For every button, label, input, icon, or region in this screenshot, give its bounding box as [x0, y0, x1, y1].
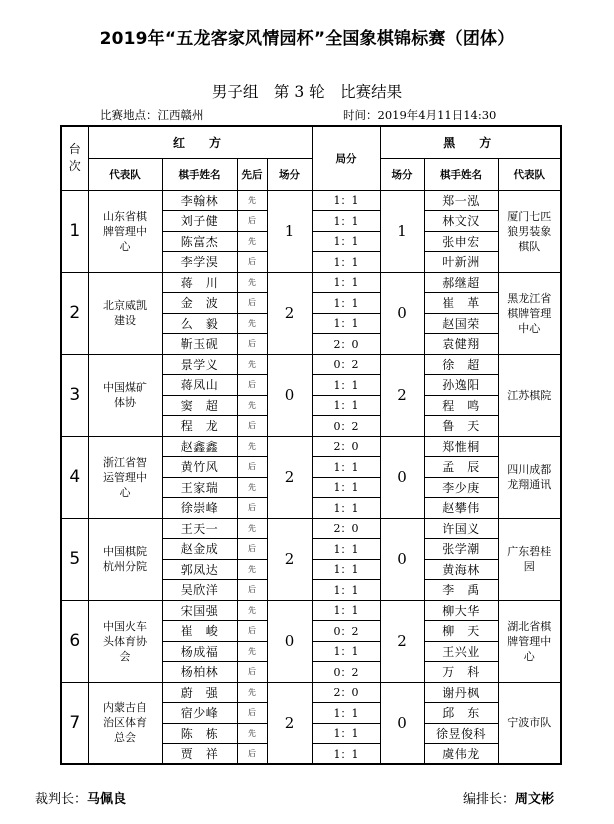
referee-name: 马佩良 [87, 792, 127, 807]
red-team-name-line: 总会 [114, 731, 136, 745]
black-player-name: 袁健翔 [424, 334, 498, 355]
board-score: 1：1 [312, 703, 380, 724]
red-player-name: 李翰林 [162, 190, 237, 211]
first-move-mark: 后 [237, 621, 267, 642]
red-team-name-line: 建设 [114, 314, 136, 327]
table-row [61, 436, 561, 457]
red-player-name: 么 毅 [162, 313, 237, 334]
black-team-name-line: 厦门七匹 [507, 209, 552, 223]
red-points-header: 场分 [267, 158, 312, 190]
first-move-mark: 先 [237, 723, 267, 744]
red-team-name-line: 心 [119, 485, 131, 499]
black-team-name-line: 园 [523, 560, 535, 573]
board-score: 1：1 [312, 498, 380, 519]
first-move-mark: 后 [237, 457, 267, 478]
venue-label: 比赛地点：江西赣州 [100, 108, 204, 122]
black-team-name-line: 棋队 [518, 239, 541, 253]
black-player-name: 柳 天 [424, 621, 498, 642]
first-move-mark: 先 [237, 641, 267, 662]
black-player-header: 棋手姓名 [424, 158, 498, 190]
red-player-name: 杨成福 [162, 641, 237, 662]
board-score: 2：0 [312, 518, 380, 539]
first-move-mark: 先 [237, 477, 267, 498]
board-score: 1：1 [312, 539, 380, 560]
rank-header [61, 126, 88, 190]
black-team-name-line: 广东碧桂 [507, 545, 552, 558]
red-player-name: 贾 祥 [162, 744, 237, 765]
black-team-name-line: 狼男装象 [507, 224, 552, 238]
red-player-name: 窦 超 [162, 395, 237, 416]
red-team-name-line: 中国火车 [103, 619, 147, 633]
first-move-mark: 后 [237, 293, 267, 314]
board-score: 1：1 [312, 211, 380, 232]
black-team-name [498, 682, 561, 764]
black-team-name-line: 黑龙江省 [507, 291, 552, 305]
red-team-name-line: 山东省棋 [103, 209, 147, 223]
black-player-name: 虞伟龙 [424, 744, 498, 765]
red-team-name-line: 心 [119, 239, 131, 253]
board-score: 0：2 [312, 354, 380, 375]
red-player-name: 王天一 [162, 518, 237, 539]
red-player-name: 赵鑫鑫 [162, 436, 237, 457]
red-player-name: 杨柏林 [162, 662, 237, 683]
black-player-name: 叶新洲 [424, 252, 498, 273]
arranger-name: 周文彬 [515, 792, 555, 807]
red-team-name-line: 内蒙古自 [103, 701, 147, 715]
black-player-name: 赵攀伟 [424, 498, 498, 519]
black-team-name [498, 354, 561, 436]
black-player-name: 李 禹 [424, 580, 498, 601]
red-player-name: 陈 栋 [162, 723, 237, 744]
red-team-name-line: 杭州分院 [103, 560, 147, 573]
red-team-points: 1 [267, 190, 312, 272]
black-team-name-line: 宁波市队 [507, 716, 552, 730]
red-player-name: 黄竹风 [162, 457, 237, 478]
red-team-name-line: 会 [119, 649, 131, 663]
black-points-header: 场分 [380, 158, 424, 190]
black-player-name: 张学潮 [424, 539, 498, 560]
first-move-mark: 先 [237, 354, 267, 375]
table-row [61, 518, 561, 539]
first-move-mark: 先 [237, 313, 267, 334]
red-team-header: 代表队 [88, 158, 162, 190]
board-score: 0：2 [312, 662, 380, 683]
red-team-points: 2 [267, 436, 312, 518]
red-player-name: 程 龙 [162, 416, 237, 437]
board-score-header: 局分 [312, 126, 380, 190]
table-row [61, 354, 561, 375]
first-move-header: 先后 [237, 158, 267, 190]
first-move-mark: 后 [237, 744, 267, 765]
red-player-name: 景学义 [162, 354, 237, 375]
black-player-name: 程 鸣 [424, 395, 498, 416]
board-score: 1：1 [312, 641, 380, 662]
first-move-mark: 后 [237, 334, 267, 355]
red-player-name: 宋国强 [162, 600, 237, 621]
first-move-mark: 后 [237, 539, 267, 560]
first-move-mark: 先 [237, 272, 267, 293]
arranger-label: 编排长： [463, 792, 516, 807]
board-score: 0：2 [312, 416, 380, 437]
black-team-name-line: 湖北省棋 [507, 619, 552, 633]
results-body [61, 190, 561, 764]
board-score: 2：0 [312, 436, 380, 457]
black-player-name: 鲁 天 [424, 416, 498, 437]
red-team-name [88, 272, 162, 354]
red-player-name: 靳玉砚 [162, 334, 237, 355]
first-move-mark: 后 [237, 498, 267, 519]
red-team-points: 0 [267, 600, 312, 682]
black-team-header: 代表队 [498, 158, 561, 190]
page-subtitle: 男子组 第 3 轮 比赛结果 [211, 83, 403, 101]
match-rank: 2 [61, 272, 88, 354]
red-team-name-line: 运管理中 [103, 470, 147, 484]
first-move-mark: 先 [237, 436, 267, 457]
black-team-points: 0 [380, 682, 424, 764]
first-move-mark: 后 [237, 703, 267, 724]
black-player-name: 万 科 [424, 662, 498, 683]
black-player-name: 黄海林 [424, 559, 498, 580]
red-player-name: 郭凤达 [162, 559, 237, 580]
red-player-header: 棋手姓名 [162, 158, 237, 190]
red-player-name: 蒋凤山 [162, 375, 237, 396]
red-team-name-line: 头体育协 [103, 634, 147, 648]
red-side-header: 红 方 [88, 126, 312, 158]
match-rank: 5 [61, 518, 88, 600]
board-score: 1：1 [312, 744, 380, 765]
black-player-name: 许国义 [424, 518, 498, 539]
table-row [61, 600, 561, 621]
red-team-points: 2 [267, 682, 312, 764]
match-rank: 1 [61, 190, 88, 272]
black-team-name [498, 600, 561, 682]
board-score: 1：1 [312, 190, 380, 211]
board-score: 1：1 [312, 477, 380, 498]
first-move-mark: 后 [237, 252, 267, 273]
black-team-points: 0 [380, 436, 424, 518]
first-move-mark: 先 [237, 190, 267, 211]
black-team-name-line: 中心 [518, 321, 541, 335]
black-team-name-line: 龙翔通讯 [507, 478, 552, 491]
black-team-name-line: 心 [523, 649, 535, 663]
board-score: 1：1 [312, 580, 380, 601]
red-player-name: 李学淏 [162, 252, 237, 273]
first-move-mark: 后 [237, 375, 267, 396]
red-team-name [88, 600, 162, 682]
match-rank: 4 [61, 436, 88, 518]
red-player-name: 崔 峻 [162, 621, 237, 642]
board-score: 1：1 [312, 252, 380, 273]
black-player-name: 赵国荣 [424, 313, 498, 334]
time-label: 时间：2019年4月11日14:30 [343, 108, 497, 122]
board-score: 1：1 [312, 723, 380, 744]
red-team-name-line: 中国煤矿 [103, 381, 147, 394]
black-player-name: 孟 辰 [424, 457, 498, 478]
table-row [61, 272, 561, 293]
board-score: 2：0 [312, 682, 380, 703]
red-player-name: 刘子健 [162, 211, 237, 232]
referee-label: 裁判长： [35, 792, 88, 807]
first-move-mark: 后 [237, 580, 267, 601]
match-rank: 6 [61, 600, 88, 682]
black-side-header: 黑 方 [380, 126, 561, 158]
red-player-name: 赵金成 [162, 539, 237, 560]
black-team-points: 2 [380, 600, 424, 682]
black-team-points: 0 [380, 518, 424, 600]
black-player-name: 王兴业 [424, 641, 498, 662]
black-player-name: 郑一泓 [424, 190, 498, 211]
red-team-name-line: 中国棋院 [103, 545, 147, 558]
black-player-name: 孙逸阳 [424, 375, 498, 396]
first-move-mark: 先 [237, 682, 267, 703]
black-team-name-line: 江苏棋院 [507, 388, 552, 402]
board-score: 1：1 [312, 293, 380, 314]
first-move-mark: 先 [237, 518, 267, 539]
first-move-mark: 后 [237, 211, 267, 232]
red-player-name: 蒋 川 [162, 272, 237, 293]
red-team-name-line: 浙江省智 [103, 455, 147, 469]
arranger-signature [463, 788, 554, 807]
red-player-name: 王家瑞 [162, 477, 237, 498]
red-team-name-line: 体协 [114, 396, 136, 409]
table-row [61, 682, 561, 703]
red-player-name: 徐崇峰 [162, 498, 237, 519]
red-player-name: 金 波 [162, 293, 237, 314]
red-team-name-line: 治区体育 [103, 716, 147, 730]
board-score: 1：1 [312, 272, 380, 293]
board-score: 0：2 [312, 621, 380, 642]
board-score: 1：1 [312, 395, 380, 416]
first-move-mark: 先 [237, 231, 267, 252]
board-score: 1：1 [312, 313, 380, 334]
first-move-mark: 先 [237, 600, 267, 621]
red-team-points: 0 [267, 354, 312, 436]
black-team-points: 0 [380, 272, 424, 354]
black-player-name: 张申宏 [424, 231, 498, 252]
red-team-name-line: 牌管理中 [103, 224, 147, 238]
first-move-mark: 后 [237, 662, 267, 683]
page-title: 2019年“五龙客家风情园杯”全国象棋锦标赛（团体） [99, 29, 515, 49]
rank-header-line1: 台 [68, 142, 81, 157]
red-player-name: 宿少峰 [162, 703, 237, 724]
red-team-name-line: 北京威凯 [103, 299, 147, 312]
red-team-points: 2 [267, 272, 312, 354]
board-score: 1：1 [312, 600, 380, 621]
black-player-name: 李少庚 [424, 477, 498, 498]
board-score: 1：1 [312, 375, 380, 396]
board-score: 1：1 [312, 559, 380, 580]
black-team-name [498, 190, 561, 272]
board-score: 2：0 [312, 334, 380, 355]
table-row [61, 190, 561, 211]
red-player-name: 蔚 强 [162, 682, 237, 703]
black-player-name: 邱 东 [424, 703, 498, 724]
black-player-name: 林文汉 [424, 211, 498, 232]
black-team-name [498, 518, 561, 600]
red-player-name: 吴欣洋 [162, 580, 237, 601]
results-table [60, 125, 562, 765]
red-team-points: 2 [267, 518, 312, 600]
black-team-name-line: 四川成都 [507, 463, 552, 476]
red-team-name [88, 190, 162, 272]
black-team-name [498, 436, 561, 518]
black-team-name [498, 272, 561, 354]
board-score: 1：1 [312, 457, 380, 478]
referee-signature [35, 788, 126, 807]
black-team-name-line: 棋牌管理 [507, 306, 552, 320]
black-team-name-line: 牌管理中 [507, 634, 552, 648]
first-move-mark: 后 [237, 416, 267, 437]
board-score: 1：1 [312, 231, 380, 252]
black-player-name: 郑惟桐 [424, 436, 498, 457]
black-team-points: 1 [380, 190, 424, 272]
red-player-name: 陈富杰 [162, 231, 237, 252]
black-player-name: 徐 超 [424, 354, 498, 375]
black-player-name: 柳大华 [424, 600, 498, 621]
red-team-name [88, 354, 162, 436]
match-rank: 3 [61, 354, 88, 436]
black-player-name: 徐昱俊科 [424, 723, 498, 744]
red-team-name [88, 518, 162, 600]
black-player-name: 郝继超 [424, 272, 498, 293]
match-rank: 7 [61, 682, 88, 764]
black-player-name: 谢丹枫 [424, 682, 498, 703]
first-move-mark: 先 [237, 559, 267, 580]
black-player-name: 崔 革 [424, 293, 498, 314]
red-team-name [88, 436, 162, 518]
red-team-name [88, 682, 162, 764]
black-team-points: 2 [380, 354, 424, 436]
first-move-mark: 先 [237, 395, 267, 416]
rank-header-line2: 次 [68, 159, 81, 174]
